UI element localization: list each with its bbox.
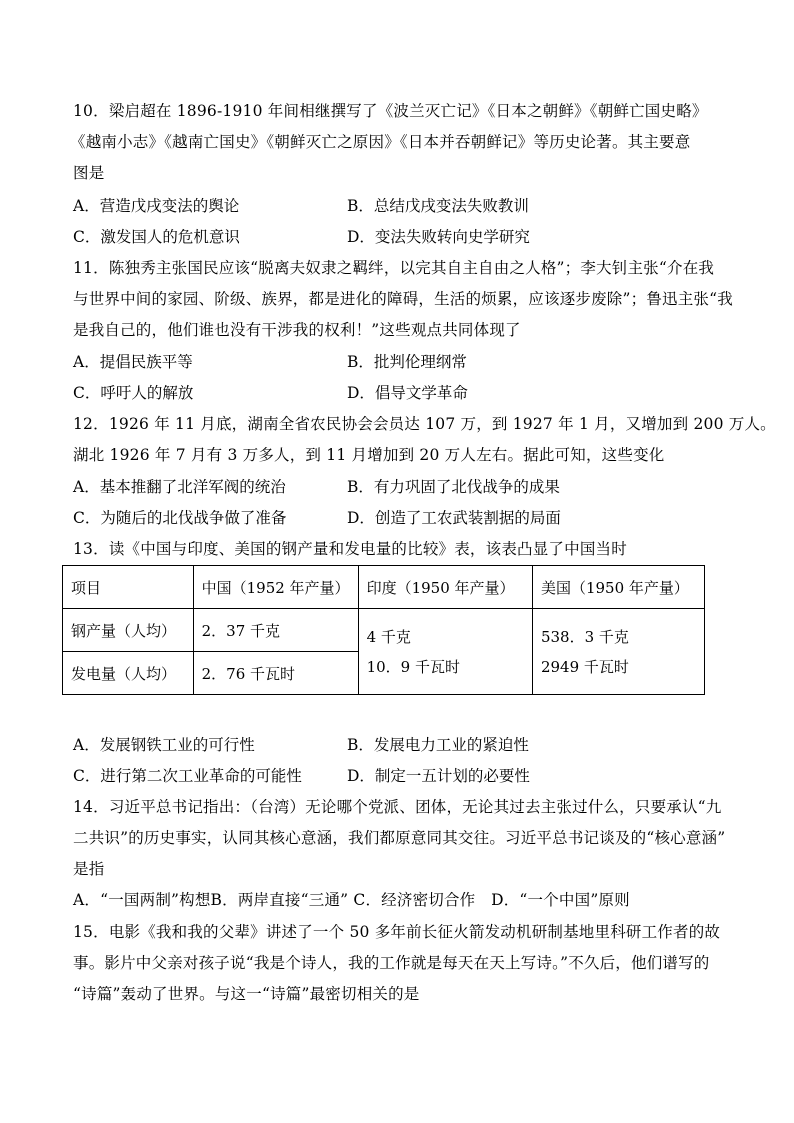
q15-stem-line-3: “诗篇”轰动了世界。与这一“诗篇”最密切相关的是 bbox=[73, 985, 420, 1003]
usa-electricity-value: 2949 千瓦时 bbox=[540, 657, 629, 676]
q14-stem-line-1: 14．习近平总书记指出：（台湾）无论哪个党派、团体，无论其过去主张过什么，只要承认“九 bbox=[73, 798, 722, 816]
q10-option-d: D．变法失败转向史学研究 bbox=[347, 228, 530, 246]
china-electricity-value: 2．76 千瓦时 bbox=[193, 652, 358, 695]
q15-stem-line-2: 事。影片中父亲对孩子说“我是个诗人，我的工作就是每天在天上写诗。”不久后，他们谱写的 bbox=[73, 954, 710, 972]
q10-stem-line-1: 10．梁启超在 1896-1910 年间相继撰写了《波兰灭亡记》《日本之朝鲜》《朝鲜亡国史略》 bbox=[73, 102, 708, 120]
row-label-steel: 钢产量（人均） bbox=[63, 609, 194, 652]
india-electricity-value: 10．9 千瓦时 bbox=[366, 657, 460, 676]
q13-option-c: C．进行第二次工业革命的可能性 bbox=[73, 767, 302, 785]
row-label-electricity: 发电量（人均） bbox=[63, 652, 194, 695]
india-values-cell bbox=[358, 609, 532, 695]
q10-stem-line-2: 《越南小志》《越南亡国史》《朝鲜灭亡之原因》《日本并吞朝鲜记》等历史论著。其主要意 bbox=[70, 133, 691, 151]
q13-option-b: B．发展电力工业的紧迫性 bbox=[347, 736, 529, 754]
q10-stem-line-3: 图是 bbox=[73, 164, 105, 182]
q14-stem-line-3: 是指 bbox=[73, 860, 105, 878]
q11-stem-line-1: 11．陈独秀主张国民应该“脱离夫奴隶之羁绊，以完其自主自由之人格”；李大钊主张“介在我 bbox=[73, 259, 715, 277]
q10-option-a: A．营造戊戌变法的舆论 bbox=[73, 197, 240, 215]
q15-stem-line-1: 15．电影《我和我的父辈》讲述了一个 50 多年前长征火箭发动机研制基地里科研工作者的故 bbox=[73, 923, 721, 941]
table-header-item: 项目 bbox=[63, 566, 194, 609]
q14-stem-line-2: 二共识”的历史事实，认同其核心意涵，我们都原意同其交往。习近平总书记谈及的“核心意涵” bbox=[73, 829, 726, 847]
q13-option-d: D．制定一五计划的必要性 bbox=[347, 767, 530, 785]
q12-option-c: C．为随后的北伐战争做了准备 bbox=[73, 509, 287, 527]
china-steel-value: 2．37 千克 bbox=[193, 609, 358, 652]
q11-option-c: C．呼吁人的解放 bbox=[73, 384, 194, 402]
q12-option-d: D．创造了工农武装割据的局面 bbox=[347, 509, 561, 527]
q11-option-d: D．倡导文学革命 bbox=[347, 384, 468, 402]
q11-option-b: B．批判伦理纲常 bbox=[347, 353, 467, 371]
q12-option-a: A．基本推翻了北洋军阀的统治 bbox=[73, 478, 286, 496]
table-row bbox=[63, 609, 705, 652]
q11-stem-line-3: 是我自己的，他们谁也没有干涉我的权利！”这些观点共同体现了 bbox=[73, 321, 521, 339]
table-header-row bbox=[63, 566, 705, 609]
q13-stem-line-1: 13．读《中国与印度、美国的钢产量和发电量的比较》表，该表凸显了中国当时 bbox=[73, 540, 627, 558]
table-header-india: 印度（1950 年产量） bbox=[358, 566, 532, 609]
q12-stem-line-2: 湖北 1926 年 7 月有 3 万多人，到 11 月增加到 20 万人左右。据此可知，这些变化 bbox=[73, 446, 665, 464]
usa-values-cell bbox=[532, 609, 704, 695]
q10-option-c: C．激发国人的危机意识 bbox=[73, 228, 240, 246]
q12-stem-line-1: 12．1926 年 11 月底，湖南全省农民协会会员达 107 万，到 1927 年 1 月，又增加到 200 万人。 bbox=[73, 415, 776, 433]
table-header-china: 中国（1952 年产量） bbox=[193, 566, 358, 609]
india-steel-value: 4 千克 bbox=[366, 627, 411, 646]
q13-option-a: A．发展钢铁工业的可行性 bbox=[73, 736, 255, 754]
steel-electricity-table bbox=[62, 565, 705, 695]
usa-steel-value: 538．3 千克 bbox=[540, 627, 629, 646]
q12-option-b: B．有力巩固了北伐战争的成果 bbox=[347, 478, 560, 496]
q11-stem-line-2: 与世界中间的家园、阶级、族界，都是进化的障碍，生活的烦累，应该逐步废除”；鲁迅主张“我 bbox=[73, 290, 733, 308]
q11-option-a: A．提倡民族平等 bbox=[73, 353, 193, 371]
q14-options-line: A．“一国两制”构想B．两岸直接“三通” C．经济密切合作 D．“一个中国”原则 bbox=[73, 891, 630, 909]
table-header-usa: 美国（1950 年产量） bbox=[532, 566, 704, 609]
q10-option-b: B．总结戊戌变法失败教训 bbox=[347, 197, 529, 215]
